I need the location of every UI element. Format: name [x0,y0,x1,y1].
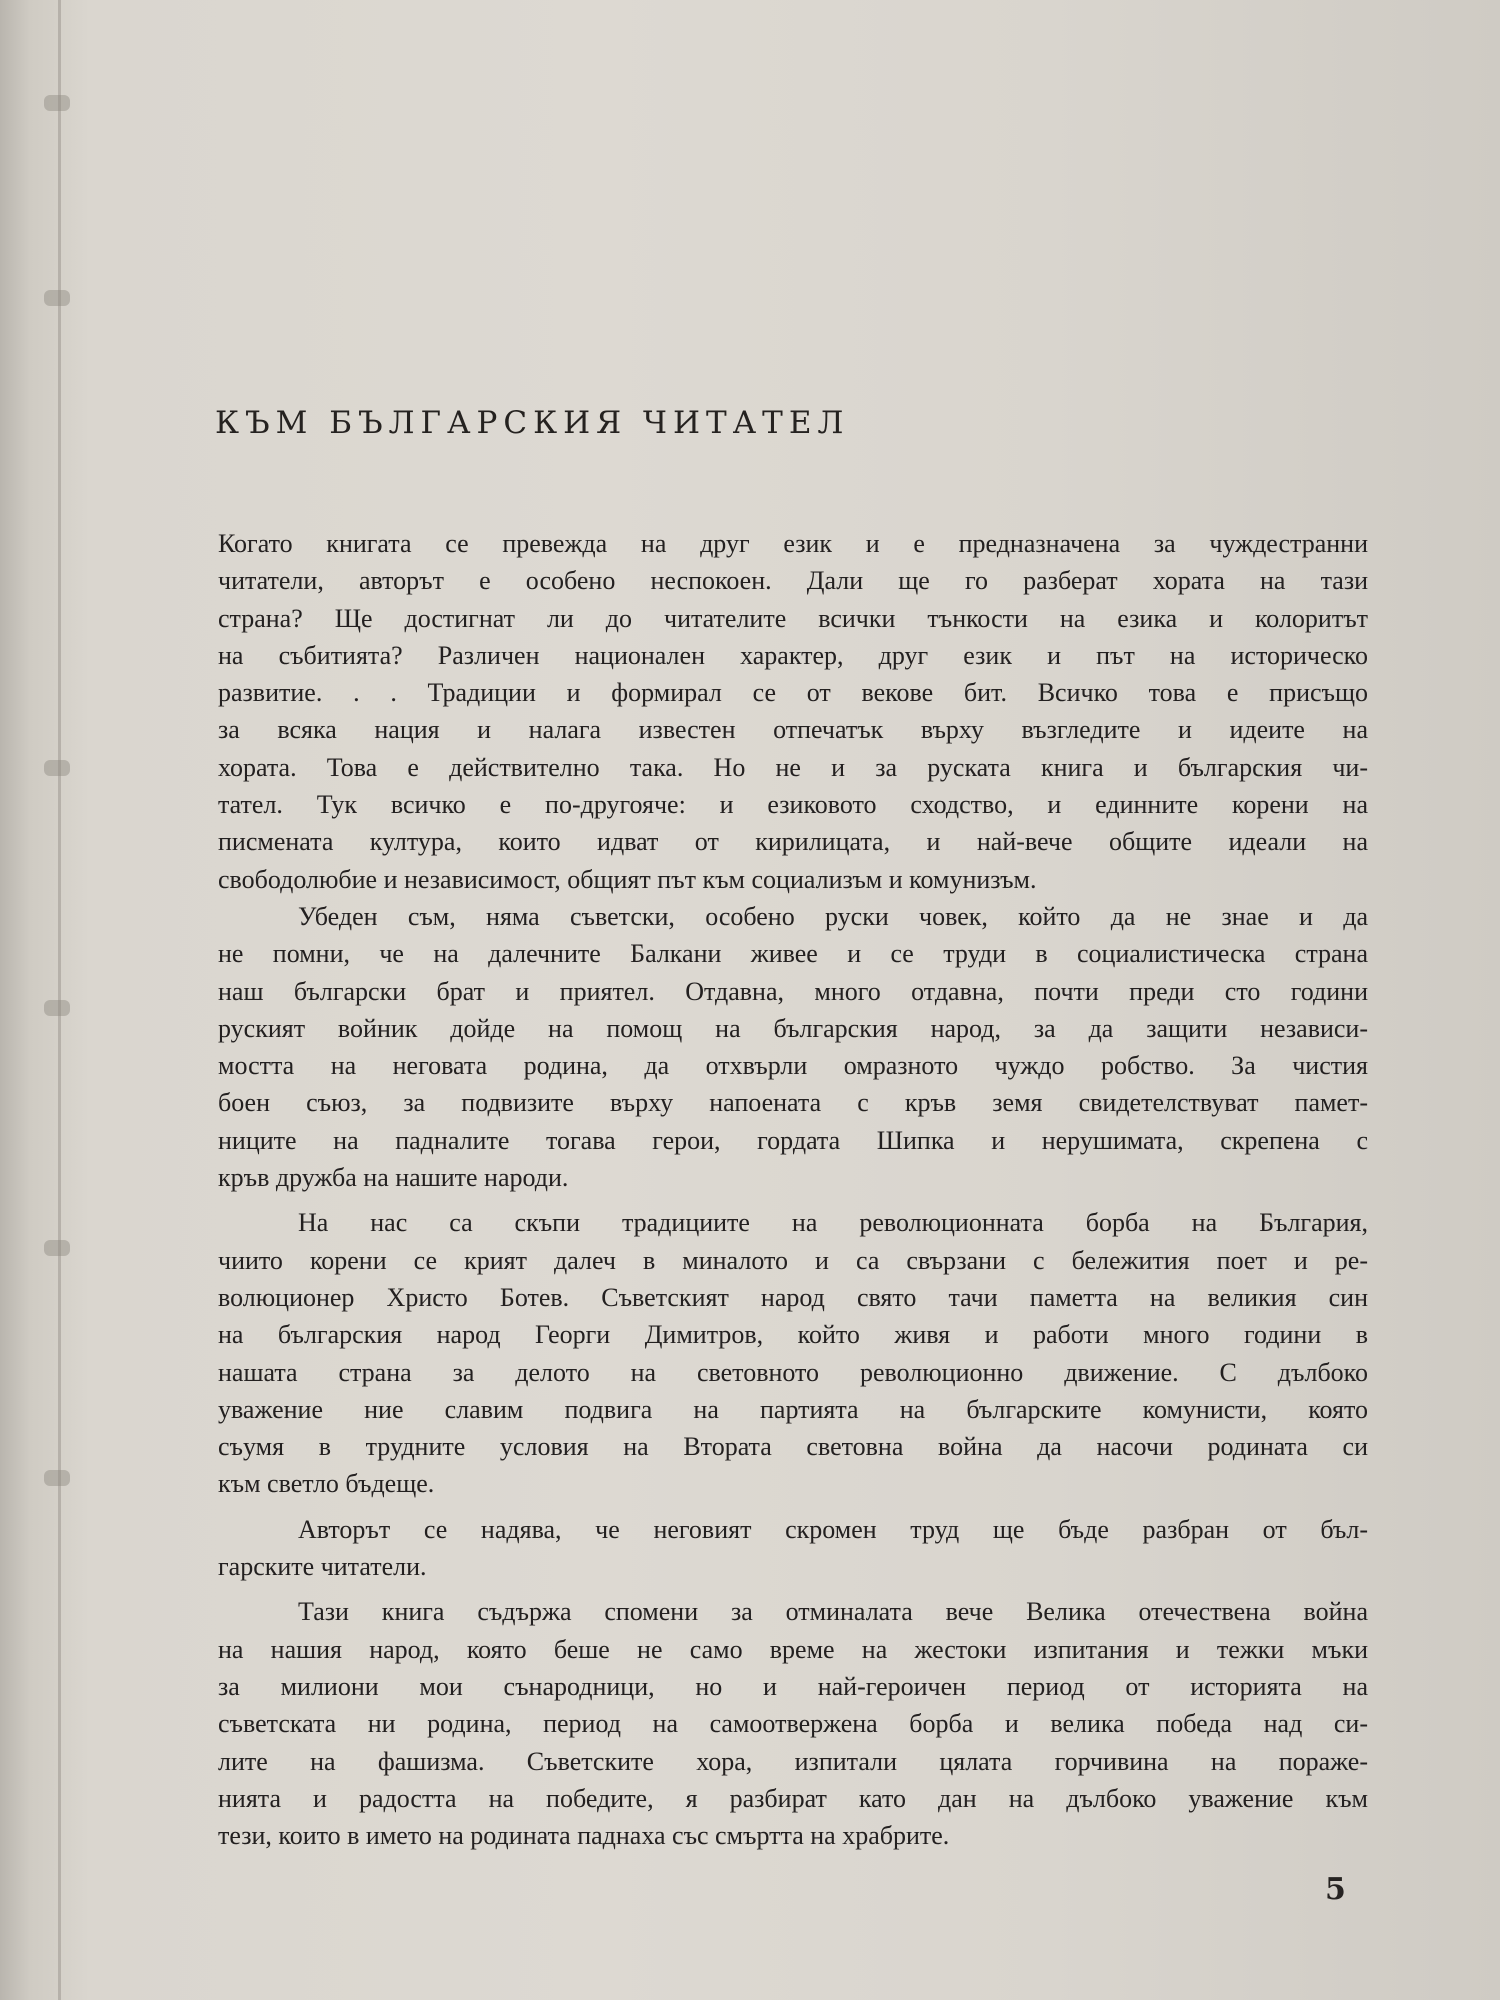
paragraph-4 [218,1511,1368,1586]
binding-stitch [44,95,70,111]
text-line: уважение ние славим подвига на партията на българските комунисти, която [218,1394,1368,1424]
text-line: чиито корени се крият далеч в миналото и са свързани с бележития поет и ре- [218,1245,1368,1275]
binding-stitch [44,290,70,306]
text-line: Авторът се надява, че неговият скромен труд ще бъде разбран от бъл- [298,1514,1368,1544]
text-line: кръв дружба на нашите народи. [218,1163,569,1193]
paragraph-5 [218,1593,1368,1854]
paragraph-1 [218,525,1368,898]
text-line: гарските читатели. [218,1552,427,1582]
binding-stitch [44,1000,70,1016]
text-line: развитие. . . Традиции и формирал се от векове бит. Всичко това е присъщо [218,678,1368,708]
text-line: Убеден съм, няма съветски, особено руски човек, който да не знае и да [298,901,1368,931]
text-line: нашата страна за делото на световното революционно движение. С дълбоко [218,1357,1368,1387]
binding-stitch [44,1470,70,1486]
text-line: свободолюбие и независимост, общият път към социализъм и комунизъм. [218,864,1037,894]
text-line: нията и радостта на победите, я разбират като дан на дълбоко уважение към [218,1783,1368,1813]
text-line: мостта на неговата родина, да отхвърли омразното чуждо робство. За чистия [218,1051,1368,1081]
paragraph-3 [218,1204,1368,1502]
text-line: наш български брат и приятел. Отдавна, много отдавна, почти преди сто години [218,976,1368,1006]
text-line: страна? Ще достигнат ли до читателите всички тънкости на езика и колоритът [218,603,1368,633]
page-number: 5 [1325,1872,1346,1907]
text-line: хората. Това е действително така. Но не и за руската книга и българския чи- [218,752,1368,782]
text-line: ниците на падналите тогава герои, гордата Шипка и нерушимата, скрепена с [218,1125,1368,1155]
text-line: на българския народ Георги Димитров, който живя и работи много години в [218,1320,1368,1350]
text-line: не помни, че на далечните Балкани живее и се труди в социалистическа страна [218,939,1368,969]
text-line: Когато книгата се превежда на друг език и е предназначена за чуждестранни [218,529,1368,558]
text-line: тези, които в името на родината паднаха със смъртта на храбрите. [218,1821,950,1851]
body-text [218,525,1368,1854]
text-line: съветската ни родина, период на самоотвержена борба и велика победа над си- [218,1709,1368,1739]
binding-stitch [44,760,70,776]
page-heading: КЪМ БЪЛГАРСКИЯ ЧИТАТЕЛ [215,405,850,441]
text-line: боен съюз, за подвизите върху напоената с кръв земя свидетелствуват памет- [218,1088,1368,1118]
text-line: към светло бъдеще. [218,1469,435,1499]
paragraph-2 [218,898,1368,1196]
text-line: на нашия народ, която беше не само време на жестоки изпитания и тежки мъки [218,1634,1368,1664]
text-line: волюционер Христо Ботев. Съветският народ свято тачи паметта на великия син [218,1282,1368,1312]
text-line: На нас са скъпи традициите на революционната борба на България, [298,1208,1368,1238]
text-line: за всяка нация и налага известен отпечатък върху възгледите и идеите на [218,715,1368,745]
text-line: за милиони мои сънародници, но и най-героичен период от историята на [218,1671,1368,1701]
text-line: писмената култура, които идват от кирилицата, и най-вече общите идеали на [218,827,1368,857]
text-line: читатели, авторът е особено неспокоен. Дали ще го разберат хората на тази [218,566,1368,596]
text-line: на събитията? Различен национален характер, друг език и път на историческо [218,640,1368,670]
text-line: руският войник дойде на помощ на българския народ, за да защити независи- [218,1013,1368,1043]
text-line: лите на фашизма. Съветските хора, изпитали цялата горчивина на пораже- [218,1746,1368,1776]
text-line: тател. Тук всичко е по-другояче: и езиковото сходство, и единните корени на [218,790,1368,820]
text-line: Тази книга съдържа спомени за отминалата вече Велика отечествена война [298,1597,1368,1627]
binding-stitch [44,1240,70,1256]
text-line: съумя в трудните условия на Втората световна война да насочи родината си [218,1432,1368,1462]
